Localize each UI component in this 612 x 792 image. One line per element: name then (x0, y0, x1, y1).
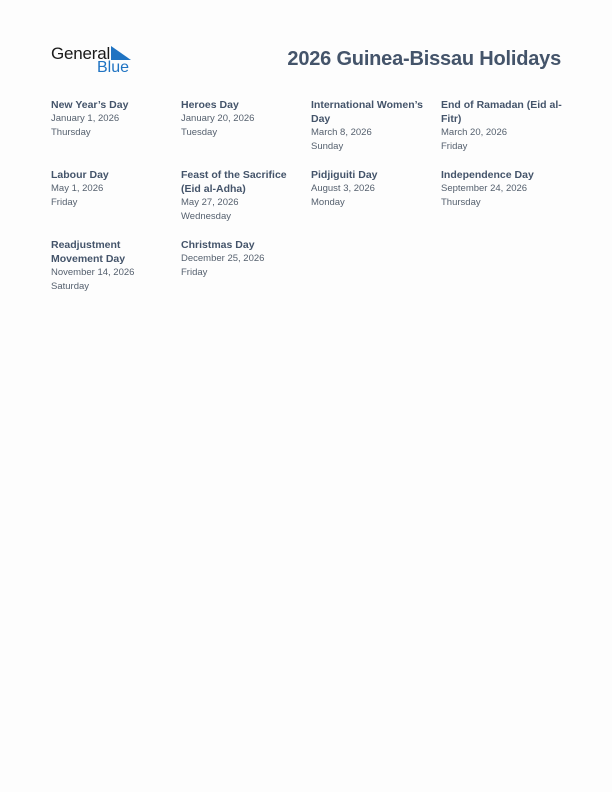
holiday-name: End of Ramadan (Eid al-Fitr) (441, 99, 562, 125)
holiday-name: Pidjiguiti Day (311, 169, 378, 181)
page-title: 2026 Guinea-Bissau Holidays (287, 48, 561, 70)
holiday-item (311, 98, 433, 154)
logo-blue-text: Blue (97, 59, 130, 76)
holiday-item (441, 98, 563, 154)
holiday-item (51, 168, 173, 210)
holiday-weekday: Thursday (441, 197, 481, 208)
holiday-item (181, 98, 303, 140)
holiday-weekday: Thursday (51, 127, 91, 138)
holiday-name: Labour Day (51, 169, 109, 181)
holiday-name: Christmas Day (181, 239, 255, 251)
holiday-item (441, 168, 563, 210)
holiday-date: January 1, 2026 (51, 113, 120, 124)
holiday-item (181, 168, 303, 224)
holiday-weekday: Friday (181, 267, 208, 278)
holiday-name: Readjustment Movement Day (51, 239, 126, 265)
holiday-weekday: Saturday (51, 281, 90, 292)
logo-general-text: General (51, 44, 111, 63)
holiday-weekday: Friday (441, 141, 468, 152)
holiday-name: New Year’s Day (51, 99, 129, 111)
holiday-item (51, 238, 173, 294)
holiday-date: May 1, 2026 (51, 183, 104, 194)
holiday-date: May 27, 2026 (181, 197, 239, 208)
holiday-date: August 3, 2026 (311, 183, 375, 194)
holiday-name: Independence Day (441, 169, 534, 181)
holiday-weekday: Wednesday (181, 211, 231, 222)
holiday-item (311, 168, 433, 210)
holiday-date: November 14, 2026 (51, 267, 135, 278)
holiday-date: March 8, 2026 (311, 127, 372, 138)
holiday-item (181, 238, 303, 280)
holiday-date: September 24, 2026 (441, 183, 528, 194)
holiday-name: Heroes Day (181, 99, 239, 111)
holiday-weekday: Friday (51, 197, 78, 208)
holiday-date: December 25, 2026 (181, 253, 265, 264)
logo (51, 44, 141, 78)
holiday-date: March 20, 2026 (441, 127, 508, 138)
holiday-weekday: Tuesday (181, 127, 218, 138)
holiday-weekday: Sunday (311, 141, 344, 152)
holiday-date: January 20, 2026 (181, 113, 255, 124)
holiday-item (51, 98, 173, 140)
logo-triangle-icon (111, 46, 131, 60)
holiday-weekday: Monday (311, 197, 345, 208)
holiday-name: International Women’s Day (311, 99, 424, 125)
holiday-name: Feast of the Sacrifice (Eid al-Adha) (181, 169, 287, 195)
